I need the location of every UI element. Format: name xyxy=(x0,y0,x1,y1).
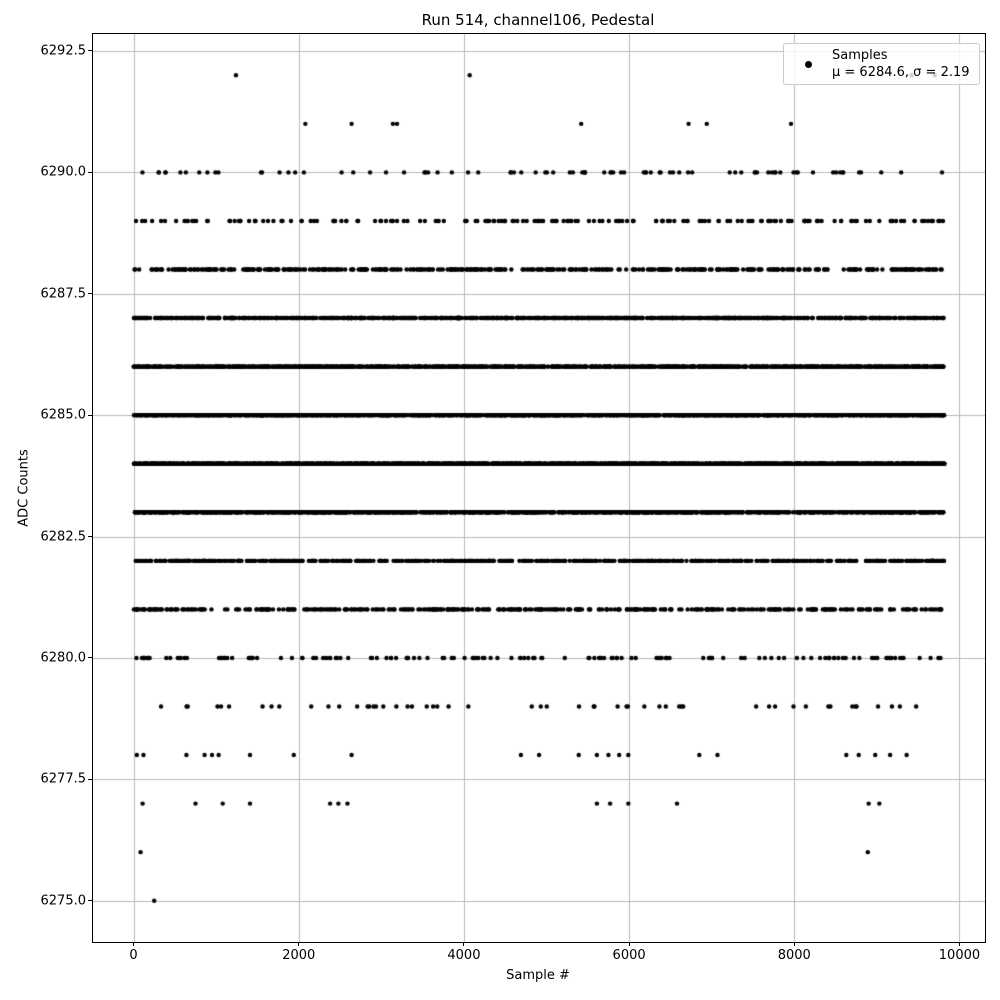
y-tick-label: 6287.5 xyxy=(40,286,86,302)
y-tick-label: 6282.5 xyxy=(40,529,86,545)
y-tick-mark xyxy=(88,172,92,173)
x-tick-mark xyxy=(298,942,299,946)
y-tick-label: 6280.0 xyxy=(40,650,86,666)
x-tick-label: 6000 xyxy=(612,948,646,963)
legend-text xyxy=(832,47,970,81)
y-tick-label: 6290.0 xyxy=(40,164,86,180)
x-tick-label: 4000 xyxy=(447,948,481,963)
y-tick-mark xyxy=(88,657,92,658)
y-tick-mark xyxy=(88,50,92,51)
y-axis-label: ADC Counts xyxy=(16,449,32,527)
legend-marker-column xyxy=(784,61,832,68)
x-tick-label: 2000 xyxy=(282,948,316,963)
scatter-canvas xyxy=(93,34,985,942)
x-axis-label: Sample # xyxy=(506,968,570,983)
legend xyxy=(783,43,980,85)
x-tick-mark xyxy=(959,942,960,946)
x-tick-mark xyxy=(463,942,464,946)
x-tick-mark xyxy=(629,942,630,946)
x-tick-mark xyxy=(794,942,795,946)
y-tick-mark xyxy=(88,293,92,294)
y-tick-mark xyxy=(88,779,92,780)
legend-label-stats: μ = 6284.6, σ = 2.19 xyxy=(832,65,970,80)
y-tick-label: 6292.5 xyxy=(40,43,86,59)
x-tick-mark xyxy=(133,942,134,946)
legend-label-samples: Samples xyxy=(832,48,888,63)
y-tick-mark xyxy=(88,900,92,901)
x-tick-label: 0 xyxy=(129,948,138,963)
y-tick-label: 6277.5 xyxy=(40,771,86,787)
x-tick-label: 10000 xyxy=(938,948,981,963)
y-tick-label: 6275.0 xyxy=(40,893,86,909)
y-tick-label: 6285.0 xyxy=(40,407,86,423)
x-tick-label: 8000 xyxy=(777,948,811,963)
chart-title: Run 514, channel106, Pedestal xyxy=(421,11,655,29)
y-tick-mark xyxy=(88,536,92,537)
y-tick-mark xyxy=(88,415,92,416)
plot-area xyxy=(92,33,986,943)
sample-marker-icon xyxy=(805,61,812,68)
